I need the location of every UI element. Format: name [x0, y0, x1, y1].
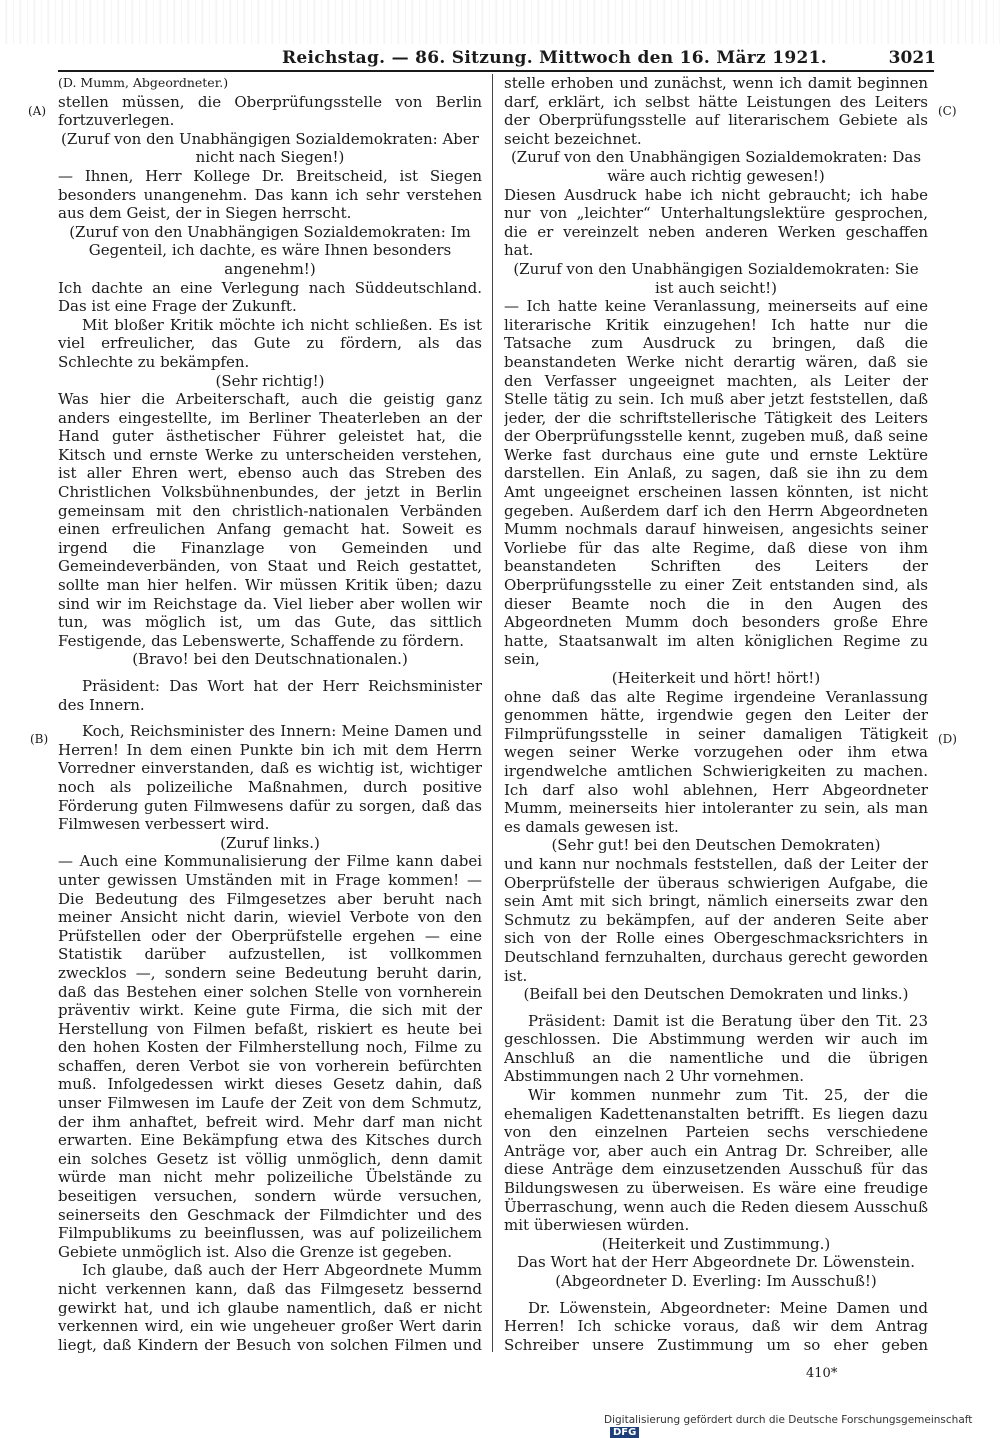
- paragraph: stellen müssen, die Oberprüfungsstelle von Berlin fortzuverlegen.: [58, 92, 482, 130]
- interjection: (Sehr gut! bei den Deutschen Demokraten): [551, 836, 881, 855]
- interjection: (Bravo! bei den Deutschnationalen.): [132, 650, 408, 669]
- column-divider: [492, 74, 493, 1352]
- margin-marker-c: (C): [938, 104, 957, 118]
- paragraph: Ich dachte an eine Verlegung nach Süddeutschland. Das ist eine Frage der Zukunft.: [58, 278, 482, 316]
- right-column: [504, 74, 928, 1354]
- interjection: Das Wort hat der Herr Abgeordnete Dr. Löwenstein. (Abgeordneter D. Everling: Im Ausschuß!): [517, 1253, 915, 1290]
- paragraph: Ich glaube, daß auch der Herr Abgeordnete Mumm nicht verkennen kann, daß das Filmgesetz bessernd gewirkt hat, und ich glaube namentlich, daß er nicht verkennen wird, ein wie ungeheuer großer Wert darin liegt, daß Kindern der Besuch von solchen Filmen und: [58, 1261, 482, 1354]
- paragraph: — Auch eine Kommunalisierung der Filme kann dabei unter gewissen Umständen mit in Frage kommen! — Die Bedeutung des Filmgesetzes aber beruht nach meiner Ansicht nicht darin, wieviel Verbote von den Prüfstellen oder der Oberprüfstelle ergehen — eine Statistik darüber aufzustellen, ist vollkommen zwecklos —, sondern seine Bedeutung beruht darin, daß das Bestehen einer solchen Stelle von vornherein präventiv wirkt. Keine gute Firma, die sich mit der Herstellung von Filmen befaßt, riskiert es heute bei den hohen Kosten der Filmherstellung noch, Filme zu schaffen, deren Verbot sie von vorherein befürchten muß. Infolgedessen wirkt dieses Gesetz dahin, daß unser Filmwesen im Laufe der Zeit von dem Schmutz, der ihm anhaftet, befreit wird. Mehr darf man nicht erwarten. Eine Bekämpfung etwa des Kitsches durch ein solches Gesetz ist völlig unmöglich, denn damit würde man nicht mehr polizeiliche Übelstände zu beseitigen versuchen, sondern würde versuchen, seinerseits den Geschmack der Filmdichter und des Filmpublikums zu beeinflussen, was auf polizeilichem Gebiete unmöglich ist. Also die Grenze ist gegeben.: [58, 852, 482, 1261]
- paragraph: ohne daß das alte Regime irgendeine Veranlassung genommen hätte, irgendwie gegen den Leiter der Filmprüfungsstelle in seiner damaligen Tätigkeit wegen seiner Werke vorzugehen oder ihm etwa irgendwelche amtlichen Schwierigkeiten zu machen. Ich darf also wohl ablehnen, Herr Abgeordneter Mumm, meinerseits hier intoleranter zu sein, als man es damals gewesen ist.: [504, 687, 928, 836]
- interjection: (Zuruf von den Unabhängigen Sozialdemokraten: Aber nicht nach Siegen!): [61, 129, 479, 167]
- president-statement: Präsident: Damit ist die Beratung über den Tit. 23 geschlossen. Die Abstimmung werden wir auch im Anschluß an die namentliche und die übrigen Abstimmungen nach 2 Uhr vornehmen.: [504, 1011, 928, 1086]
- paragraph: und kann nur nochmals feststellen, daß der Leiter der Oberprüfstelle der überaus schwierigen Aufgabe, die sein Amt mit sich bringt, nämlich einerseits zwar den Schmutz zu bekämpfen, auf der anderen Seite aber sich von der Rolle eines Obergeschmacksrichters in Deutschland fernzuhalten, durchaus gerecht geworden ist.: [504, 854, 928, 985]
- paragraph: Diesen Ausdruck habe ich nicht gebraucht; ich habe nur von „leichter“ Unterhaltungslektüre gesprochen, die er vereinzelt neben anderen Werken geschaffen hat.: [504, 185, 928, 260]
- paragraph: Mit bloßer Kritik möchte ich nicht schließen. Es ist viel erfreulicher, das Gute zu fördern, als das Schlechte zu bekämpfen.: [58, 315, 482, 371]
- footer-credit: Digitalisierung gefördert durch die Deutsche Forschungsgemeinschaft: [604, 1414, 973, 1426]
- margin-marker-b: (B): [30, 732, 49, 746]
- paragraph: stelle erhoben und zunächst, wenn ich damit beginnen darf, erklärt, ich selbst hätte Leistungen des Leiters der Oberprüfungsstelle auf literarischem Gebiete als seicht bezeichnet.: [504, 74, 928, 148]
- interjection: (Heiterkeit und hört! hört!): [611, 669, 821, 687]
- speaker-speech: Dr. Löwenstein, Abgeordneter: Meine Damen und Herren! Ich schicke voraus, daß wir dem Antrag Schreiber unsere Zustimmung um so eher geben: [504, 1298, 928, 1354]
- interjection: (Sehr richtig!): [215, 371, 325, 390]
- header-rule: [58, 70, 934, 72]
- interjection: (Zuruf von den Unabhängigen Sozialdemokraten: Im Gegenteil, ich dachte, es wäre Ihnen besonders angenehm!): [69, 222, 471, 278]
- page-number: 3021: [888, 48, 936, 68]
- interjection: (Beifall bei den Deutschen Demokraten und links.): [523, 985, 909, 1004]
- interjection: (Heiterkeit und Zustimmung.): [601, 1234, 831, 1253]
- president-statement: Präsident: Das Wort hat der Herr Reichsminister des Innern.: [58, 677, 482, 714]
- interjection: (Zuruf von den Unabhängigen Sozialdemokraten: Das wäre auch richtig gewesen!): [510, 148, 922, 185]
- footer: [604, 1414, 994, 1438]
- paragraph: — Ihnen, Herr Kollege Dr. Breitscheid, ist Siegen besonders unangenehm. Das kann ich sehr verstehen aus dem Geist, der in Siegen herrscht.: [58, 166, 482, 223]
- paragraph: Wir kommen nunmehr zum Tit. 25, der die ehemaligen Kadettenanstalten betrifft. Es liegen dazu von den einzelnen Parteien sechs verschiedene Anträge vor, aber auch ein Antrag Dr. Schreiber, alle diese Anträge dem einzusetzenden Ausschuß für das Bildungswesen zu überweisen. Es wäre eine freudige Überraschung, wenn auch die Reden diesem Ausschuß mit überwiesen würden.: [504, 1086, 928, 1235]
- page-header: [18, 46, 984, 72]
- paragraph: — Ich hatte keine Veranlassung, meinerseits auf eine literarische Kritik einzugehen! Ich hatte nur die Tatsache zum Ausdruck zu bringen, daß die beanstandeten Werke nicht derartig wären, daß sie den Verfasser ungeeignet machten, als Leiter der Stelle tätig zu sein. Ich muß aber jetzt feststellen, daß jeder, der die schriftstellerische Tätigkeit des Leiters der Oberprüfungsstelle kennt, zugeben muß, daß seine Werke fast durchaus eine gute und ernste Lektüre darstellen. Ein Anlaß, zu sagen, daß sie ihn zu dem Amt ungeeignet erscheinen lassen könnten, ist nicht gegeben. Außerdem darf ich den Herrn Abgeordneten Mumm nochmals darauf hinweisen, angesichts seiner Vorliebe für das alte Regime, daß diese von ihm beanstandeten Schriften des Leiters der Oberprüfungsstelle zu einer Zeit entstanden sind, als dieser Beamte noch die in den Augen des Abgeordneten Mumm doch besonders große Ehre hatte, Staatsanwalt im alten königlichen Regime zu sein,: [504, 297, 928, 669]
- interjection: (Zuruf links.): [220, 833, 320, 852]
- paragraph: Was hier die Arbeiterschaft, auch die geistig ganz anders eingestellte, im Berliner Theaterleben an der Hand guter ästhetischer Führer geleistet hat, die Kitsch und ernste Werke zu unterscheiden verstehen, ist aller Ehren wert, ebenso auch das Streben des Christlichen Volksbühnenbundes, der jetzt in Berlin gemeinsam mit den christlich-nationalen Verbänden einen erfreulichen Anfang gemacht hat. Soweit es irgend die Finanzlage von Gemeinden und Gemeindeverbänden, von Staat und Reich gestattet, sollte man hier helfen. Wir müssen Kritik üben; dazu sind wir im Reichstage da. Viel lieber aber wollen wir tun, was möglich ist, um das Gute, das sittlich Festigende, das Lebenswerte, Schaffende zu fördern.: [58, 390, 482, 650]
- scan-edge-noise: [0, 0, 1000, 44]
- signature-mark: 410*: [806, 1366, 838, 1381]
- margin-marker-a: (A): [28, 104, 47, 118]
- interjection: (Zuruf von den Unabhängigen Sozialdemokraten: Sie ist auch seicht!): [513, 259, 919, 297]
- running-head: Reichstag. — 86. Sitzung. Mittwoch den 16. März 1921.: [282, 48, 827, 68]
- margin-marker-d: (D): [938, 732, 957, 746]
- speaker-label: (D. Mumm, Abgeordneter.): [58, 75, 229, 90]
- minister-speech: Koch, Reichsminister des Innern: Meine Damen und Herren! In dem einen Punkte bin ich mit dem Herrn Vorredner einverstanden, daß es wichtig ist, wichtiger noch als polizeiliche Maßnahmen, durch positive Förderung guten Filmwesens dafür zu sorgen, daß das Filmwesen verbessert wird.: [58, 722, 482, 834]
- dfg-logo: DFG: [610, 1427, 639, 1438]
- left-column: [58, 74, 482, 1354]
